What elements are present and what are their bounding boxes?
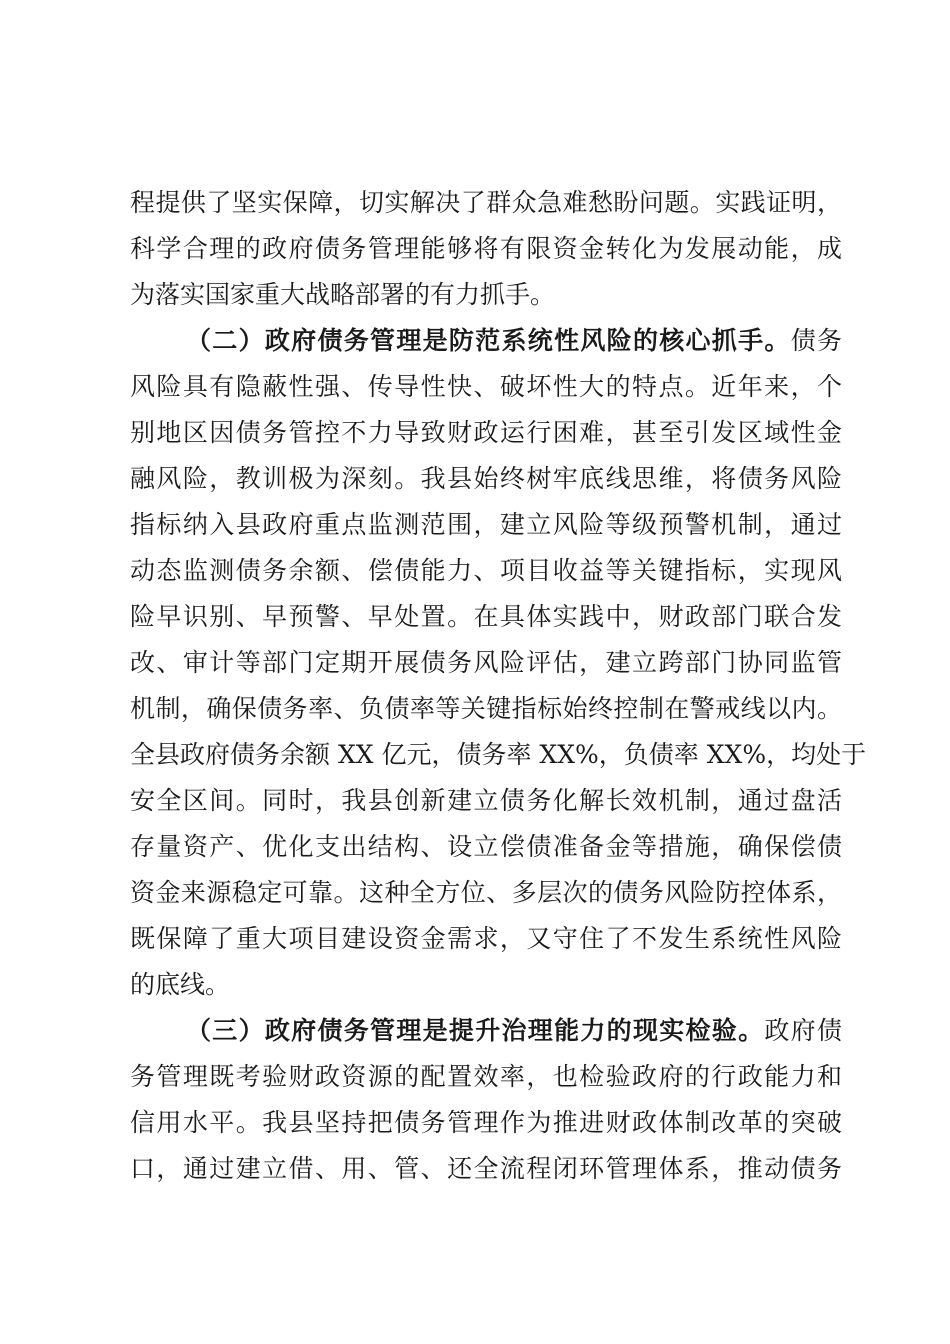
- text-line: 指标纳入县政府重点监测范围，建立风险等级预警机制，通过: [130, 510, 842, 539]
- text-line: 存量资产、优化支出结构、设立偿债准备金等措施，确保偿债: [130, 832, 842, 861]
- section-heading: （二）政府债务管理是防范系统性风险的核心抓手。: [186, 326, 791, 355]
- text-line: 既保障了重大项目建设资金需求，又守住了不发生系统性风险: [130, 924, 842, 953]
- text-line: 动态监测债务余额、偿债能力、项目收益等关键指标，实现风: [130, 556, 842, 585]
- text-line: 融风险，教训极为深刻。我县始终树牢底线思维，将债务风险: [130, 464, 842, 493]
- text-line: 务管理既考验财政资源的配置效率，也检验政府的行政能力和: [130, 1062, 842, 1091]
- text-span: 政府债: [764, 1016, 842, 1045]
- text-line: 为落实国家重大战略部署的有力抓手。: [130, 280, 556, 309]
- text-line: 机制，确保债务率、负债率等关键指标始终控制在警戒线以内。: [130, 694, 842, 723]
- text-line: 资金来源稳定可靠。这种全方位、多层次的债务风险防控体系，: [130, 878, 842, 907]
- text-line: 信用水平。我县坚持把债务管理作为推进财政体制改革的突破: [130, 1108, 842, 1137]
- text-line: 改、审计等部门定期开展债务风险评估，建立跨部门协同监管: [130, 648, 842, 677]
- text-span: 债务: [790, 326, 842, 355]
- text-line: 全县政府债务余额 XX 亿元，债务率 XX%，负债率 XX%，均处于: [130, 740, 867, 769]
- section-heading: （三）政府债务管理是提升治理能力的现实检验。: [186, 1016, 765, 1045]
- paragraph-first-line: [186, 321, 842, 361]
- text-line: 程提供了坚实保障，切实解决了群众急难愁盼问题。实践证明，: [130, 188, 842, 217]
- text-line: 风险具有隐蔽性强、传导性快、破坏性大的特点。近年来，个: [130, 372, 842, 401]
- text-line: 别地区因债务管控不力导致财政运行困难，甚至引发区域性金: [130, 418, 842, 447]
- paragraph-first-line: [186, 1011, 842, 1051]
- text-line: 科学合理的政府债务管理能够将有限资金转化为发展动能，成: [130, 234, 842, 263]
- text-line: 口，通过建立借、用、管、还全流程闭环管理体系，推动债务: [130, 1154, 842, 1183]
- text-line: 的底线。: [130, 970, 231, 999]
- text-line: 安全区间。同时，我县创新建立债务化解长效机制，通过盘活: [130, 786, 842, 815]
- text-line: 险早识别、早预警、早处置。在具体实践中，财政部门联合发: [130, 602, 842, 631]
